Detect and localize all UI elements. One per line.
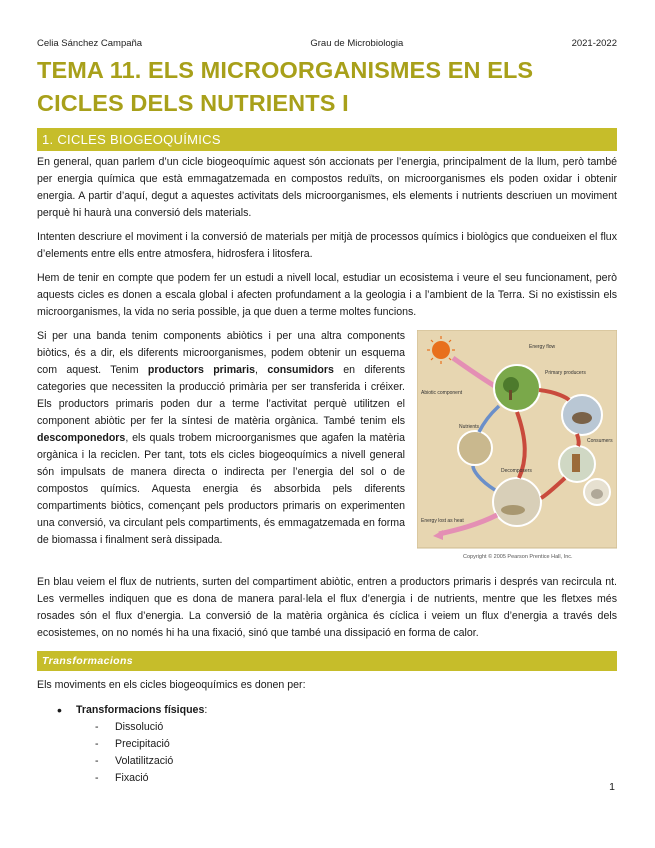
label-heat: Energy lost as heat xyxy=(421,518,464,524)
page-header xyxy=(37,38,617,52)
document-title: TEMA 11. ELS MICROORGANISMES EN ELS CICLES DELS NUTRIENTS I xyxy=(37,57,534,116)
list-item-physical xyxy=(37,702,617,787)
figure-caption: Copyright © 2005 Pearson Prentice Hall, Inc. xyxy=(463,554,573,560)
p4-text-a: Si per una banda tenim components abiòtics i per una altra components biòtics, és a dir, els diferents microorganismes, podem obtenir un esquema com aquest. Tenim xyxy=(37,330,405,376)
abiotic-circle xyxy=(458,431,492,465)
section-heading: 1. CICLES BIOGEOQUÍMICS xyxy=(37,128,617,151)
label-decomposers: Decomposers xyxy=(501,468,532,474)
paragraph-4 xyxy=(37,328,405,549)
label-nutrients: Nutrients xyxy=(459,424,480,430)
ecosystem-diagram xyxy=(417,330,617,562)
header-year: 2021-2022 xyxy=(571,38,617,49)
page-number: 1 xyxy=(609,781,615,793)
transformations-list xyxy=(37,702,617,787)
physical-sublist xyxy=(76,719,617,787)
tree-trunk xyxy=(509,390,512,400)
header-author: Celia Sánchez Campaña xyxy=(37,38,143,49)
p4-text-c: , xyxy=(255,364,268,376)
list-item: - Fixació xyxy=(76,770,617,787)
p4-bold-primary-producers: productors primaris xyxy=(147,364,256,376)
decomposer-icon xyxy=(501,505,525,515)
text-with-figure xyxy=(37,328,617,569)
paragraph-2: Intenten descriure el moviment i la conversió de materials per mitjà de processos químics i biològics que condueixen el flux d’elements entre ells entre atmosfera, hidrosfera i litosfera. xyxy=(37,231,617,260)
p4-bold-consumers: consumidors xyxy=(267,364,334,376)
list-head-suffix: : xyxy=(204,704,208,716)
subsection-heading: Transformacions xyxy=(37,651,617,671)
list-item: - Dissolució xyxy=(76,719,617,736)
list-head: Transformacions físiques xyxy=(76,704,205,716)
paragraph-6: Els moviments en els cicles biogeoquímics es donen per: xyxy=(37,679,306,691)
sun-icon xyxy=(432,341,450,359)
label-abiotic: Abiotic component xyxy=(421,390,463,396)
decomposers-circle xyxy=(493,478,541,526)
paragraph-1: En general, quan parlem d’un cicle biogeoquímic aquest són accionats per l’energia, principalment de la llum, però també per energia química que està emmagatzemada en compostos reduïts, on microorganismes els poden oxidar i obtenir energia. A partir d’aquí, degut a aquestes activitats dels microorganismes, els elements i nutrients descriuen un moviment perquè hi haurà una conversió dels materials. xyxy=(37,156,617,219)
page xyxy=(37,38,617,787)
label-energy-flow: Energy flow xyxy=(529,344,556,350)
label-consumers: Consumers xyxy=(587,438,613,444)
p4-text-d: en diferents categories que necessiten la producció primària per ser transferida i créixer. Els productors primaris poden dur a terme l’activitat perquè utilitzen el component abiòtic per fer la síntesi de matèria orgànica. També tenim els xyxy=(37,364,405,427)
list-item: - Precipitació xyxy=(76,736,617,753)
label-producers: Primary producers xyxy=(545,370,586,376)
list-item: - Volatilització xyxy=(76,753,617,770)
p4-bold-decomposers: descomponedors xyxy=(37,432,126,444)
paragraph-5: En blau veiem el flux de nutrients, surten del compartiment abiòtic, entren a productors primaris i després van recircula nt. Les vermelles indiquen que es dona de manera paral·lela el flux d’energia i de nutrients, mentre que les fletxes més rosades són el flux d’energia. La conversió de la matèria orgànica és cíclica i veiem un flux d’energia a través dels ecosistemes, on no només hi ha una fixació, sinó que també una dissipació en forma de calor. xyxy=(37,576,617,639)
header-degree: Grau de Microbiologia xyxy=(310,38,404,49)
small-animal-icon xyxy=(591,489,603,499)
animal-icon xyxy=(572,412,592,424)
p4-text-e: , els quals trobem microorganismes que agafen la matèria orgànica i la reciclen. Per tant, tots els cicles biogeoquímics a nivell general són impulsats de manera directa o indirecta per l’energia del sol o de compostos químics. Aquesta energia és absorbida pels diferents compartiments biòtics, començant pels productors primaris on experimenten una conversió, va circulant pels compartiments, és emmagatzemada en forma de biomassa i finalment serà dissipada. xyxy=(37,432,405,546)
flow-arrow-2 xyxy=(577,434,579,446)
predator-icon xyxy=(572,454,580,472)
paragraph-3: Hem de tenir en compte que podem fer un estudi a nivell local, estudiar un ecosistema i veure el seu funcionament, però aquests cicles es donen a escala global i afecten profundament a la geologia i a l’ambient de la Terra. Si no existissin els microorganismes, la vida no seria possible, ja que duen a terme moltes funcions. xyxy=(37,272,617,318)
